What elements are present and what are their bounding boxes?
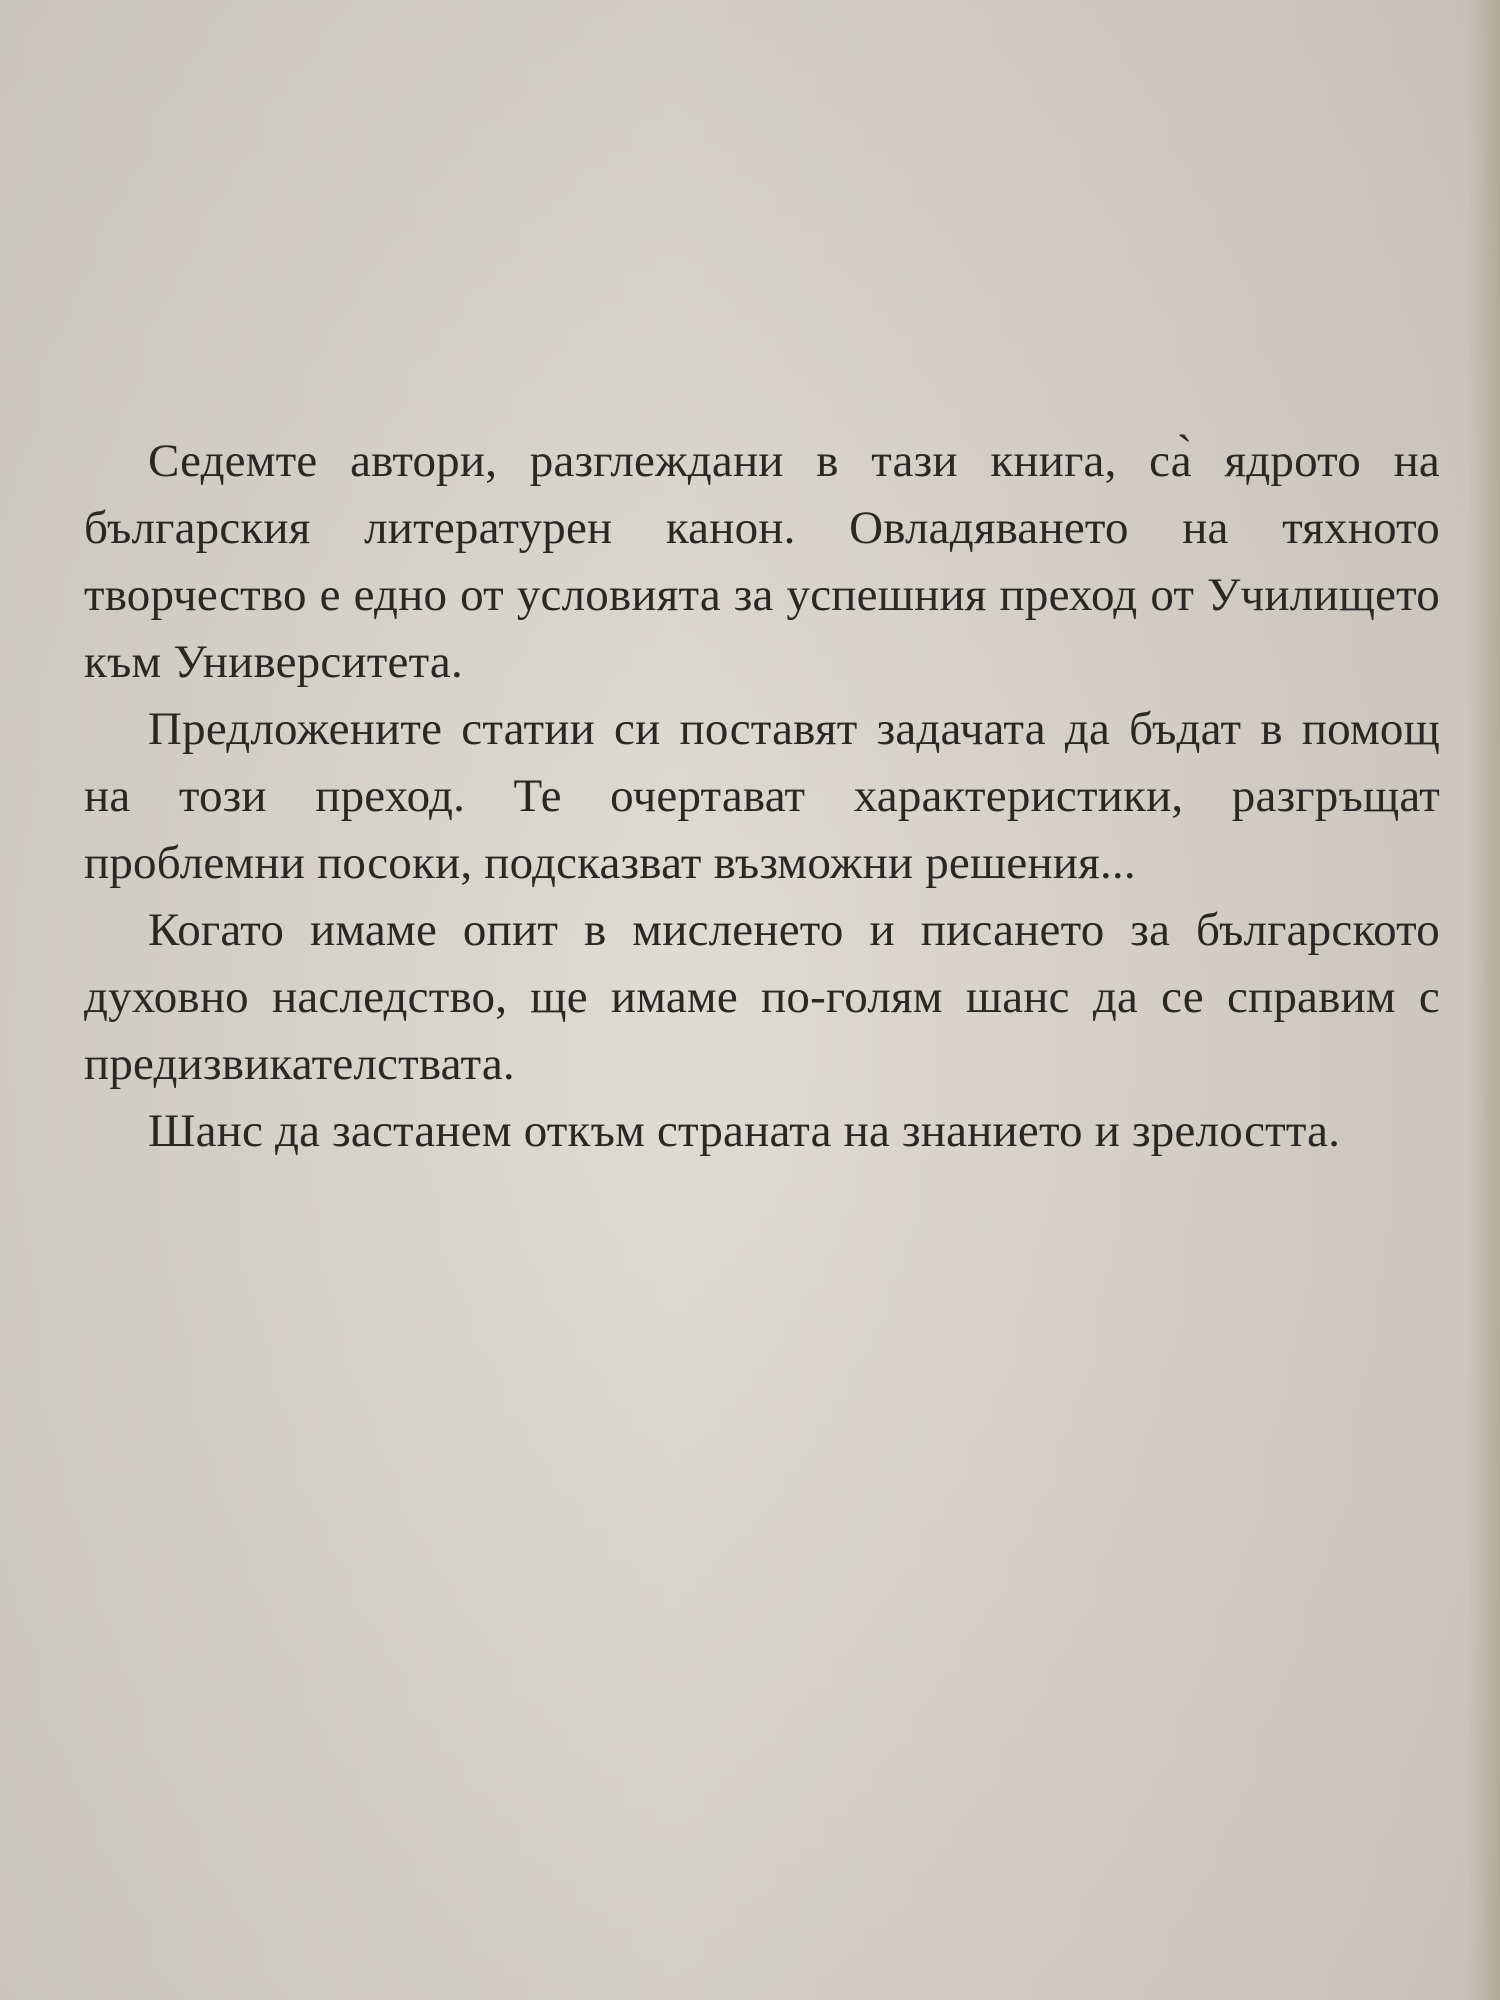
paragraph-3: Когато имаме опит в мисленето и писането за българското духовно наследство, ще имаме по-голям шанс да се справим с предизвикателствата. — [84, 904, 1440, 1090]
body-text — [84, 428, 1440, 1165]
paragraph-1: Седемте автори, разглеждани в тази книга, са̀ ядрото на българския литературен канон. Овладяването на тяхното творчество е едно от условията за успешния преход от Училището към Университета. — [84, 435, 1440, 688]
paragraph-4: Шанс да застанем откъм страната на знанието и зрелостта. — [148, 1105, 1341, 1157]
paragraph-2: Предложените статии си поставят задачата да бъдат в помощ на този преход. Те очертават характеристики, разгръщат проблемни посоки, подсказват възможни решения... — [84, 703, 1440, 889]
page-edge-shadow — [1468, 0, 1500, 2000]
